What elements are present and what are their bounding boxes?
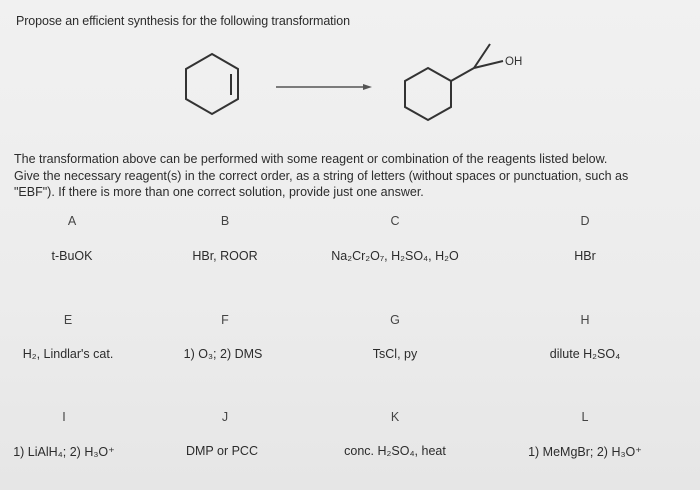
reagent-letter-c: C: [390, 214, 400, 228]
reagent-a: t-BuOK: [51, 249, 93, 263]
product-structure: [405, 44, 503, 120]
reaction-arrow: [276, 84, 372, 90]
reagent-f: 1) O₃; 2) DMS: [183, 347, 263, 361]
reagent-k: conc. H₂SO₄, heat: [344, 444, 446, 458]
reagent-c: Na₂Cr₂O₇, H₂SO₄, H₂O: [331, 249, 459, 263]
reagent-letter-l: L: [581, 410, 589, 424]
reagent-l: 1) MeMgBr; 2) H₃O⁺: [528, 445, 642, 459]
reagent-g: TsCl, py: [372, 347, 418, 361]
instructions-line: "EBF"). If there is more than one correct solution, provide just one answer.: [14, 185, 424, 199]
reagent-letter-i: I: [62, 410, 66, 424]
hydroxyl-label: OH: [505, 56, 523, 68]
reagent-letter-e: E: [63, 313, 73, 327]
reagent-letter-j: J: [221, 410, 229, 424]
question-prompt: Propose an efficient synthesis for the following transformation: [16, 14, 350, 28]
instructions: [14, 151, 690, 201]
reagent-letter-g: G: [390, 313, 400, 327]
instructions-line: The transformation above can be performed with some reagent or combination of the reagents listed below.: [14, 152, 608, 166]
reagent-letter-h: H: [580, 313, 590, 327]
instructions-line: Give the necessary reagent(s) in the correct order, as a string of letters (without spaces or punctuation, such as: [14, 168, 629, 183]
cyclohexene-structure: [186, 54, 238, 114]
reagent-e: H₂, Lindlar's cat.: [22, 347, 114, 361]
reagent-j: DMP or PCC: [185, 444, 258, 458]
reagent-b: HBr, ROOR: [192, 249, 258, 263]
reaction-scheme: [160, 34, 560, 134]
reagent-letter-a: A: [67, 214, 77, 228]
reagent-letter-k: K: [390, 410, 400, 424]
reagent-h: dilute H₂SO₄: [549, 347, 621, 361]
reagent-i: 1) LiAlH₄; 2) H₃O⁺: [13, 445, 115, 459]
reagent-letter-f: F: [221, 313, 229, 327]
reagent-d: HBr: [574, 249, 596, 263]
reagent-letter-d: D: [580, 214, 590, 228]
reagent-letter-b: B: [220, 214, 230, 228]
